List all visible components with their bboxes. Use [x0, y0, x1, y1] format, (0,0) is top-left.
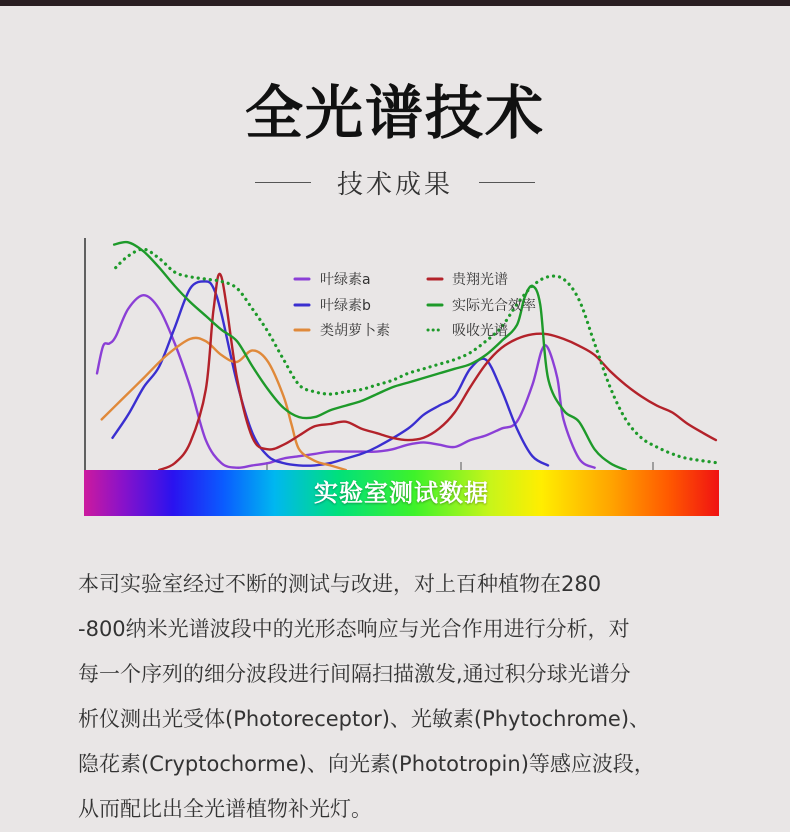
- page-title: 全光谱技术: [244, 79, 545, 147]
- paragraph-line: 本司实验室经过不断的测试与改进，对上百种植物在280: [78, 572, 602, 596]
- legend-label: 类胡萝卜素: [320, 323, 390, 339]
- legend-label: 叶绿素a: [320, 272, 371, 288]
- series-line-3: [159, 274, 716, 470]
- subtitle: 技术成果: [336, 169, 453, 200]
- legend-label: 吸收光谱: [452, 323, 508, 339]
- paragraph-line: 析仪测出光受体(Photoreceptor)、光敏素(Phytochrome)、: [78, 707, 651, 731]
- series-line-2: [102, 338, 346, 470]
- legend-label: 叶绿素b: [320, 298, 371, 314]
- paragraph-line: 每一个序列的细分波段进行间隔扫描激发,通过积分球光谱分: [78, 662, 631, 686]
- chart-legend: [295, 271, 536, 339]
- legend-label: 贵翔光谱: [452, 272, 508, 288]
- series-line-0: [97, 295, 595, 468]
- paragraph-line: -800纳米光谱波段中的光形态响应与光合作用进行分析，对: [78, 617, 630, 641]
- banner-text: 实验室测试数据: [314, 479, 489, 507]
- legend-label: 实际光合效率: [452, 298, 536, 314]
- paragraph-line: 隐花素(Cryptochorme)、向光素(Phototropin)等感应波段，: [78, 752, 655, 776]
- series-layer: [97, 242, 719, 470]
- description-paragraph: [78, 562, 723, 832]
- paragraph-line: 从而配比出全光谱植物补光灯。: [78, 797, 372, 821]
